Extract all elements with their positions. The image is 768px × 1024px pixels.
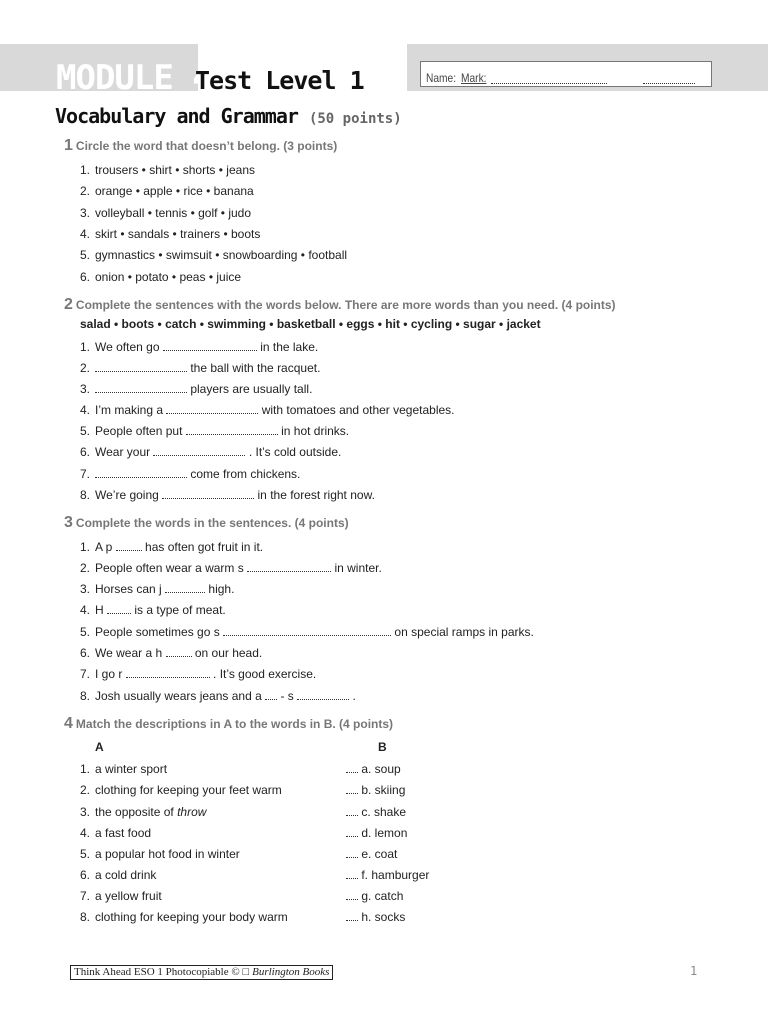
section-2-heading [64,296,616,314]
match-blank[interactable] [346,867,358,879]
list-item[interactable]: 1. trousers • shirt • shorts • jeans [80,163,255,177]
match-blank[interactable] [346,782,358,794]
match-item-a: 1. a winter sport [80,762,168,776]
list-item[interactable]: 6. onion • potato • peas • juice [80,270,242,284]
list-item: 6. Wear your . It’s cold outside. [80,445,342,459]
list-item: 6. We wear a h on our head. [80,646,263,660]
answer-blank[interactable] [116,539,142,551]
answer-blank[interactable] [153,444,245,456]
mark-field[interactable] [643,83,695,84]
list-item: 7. I go r . It’s good exercise. [80,667,317,681]
answer-blank[interactable] [95,466,187,478]
list-item: 3. players are usually tall. [80,382,313,396]
answer-blank[interactable] [166,645,192,657]
match-item-b: f. hamburger [346,867,429,883]
section-3-heading [64,514,349,532]
answer-blank[interactable] [166,402,258,414]
match-blank[interactable] [346,761,358,773]
column-a-header: A [95,740,104,754]
list-item[interactable]: 3. volleyball • tennis • golf • judo [80,206,252,220]
match-item-b: g. catch [346,888,403,904]
answer-blank[interactable] [186,423,278,435]
section-1-heading [64,137,337,155]
section-4-heading [64,715,393,733]
match-item-b: a. soup [346,761,401,777]
list-item: 4. I’m making a with tomatoes and other vegetables. [80,403,455,417]
match-item-b: e. coat [346,846,397,862]
list-item: 5. People often put in hot drinks. [80,424,350,438]
page-number: 1 [690,964,698,978]
answer-blank[interactable] [95,381,187,393]
heading-text: Vocabulary and Grammar [55,104,298,128]
match-item-a: 6. a cold drink [80,868,157,882]
copyright-text: Think Ahead ESO 1 Photocopiable © □ [74,966,250,978]
match-blank[interactable] [346,846,358,858]
word-bank: salad • boots • catch • swimming • basketball • eggs • hit • cycling • sugar • jacket [80,317,541,331]
heading-points: (50 points) [308,111,402,127]
match-item-b: d. lemon [346,825,407,841]
list-item: 8. We’re going in the forest right now. [80,488,375,502]
list-item: 2. the ball with the racquet. [80,361,321,375]
list-item: 1. A p has often got fruit in it. [80,540,264,554]
footer-copyright [70,965,333,980]
list-item: 3. Horses can j high. [80,582,235,596]
match-item-b: b. skiing [346,782,405,798]
section-instruction: Complete the words in the sentences. (4 points) [75,516,349,530]
publisher-name: Burlington Books [252,966,330,978]
section-number: 4 [64,715,73,732]
answer-blank[interactable] [247,560,331,572]
answer-blank[interactable] [95,360,187,372]
list-item[interactable]: 5. gymnastics • swimsuit • snowboarding • football [80,248,348,262]
column-b-header: B [378,740,387,754]
list-item: 2. People often wear a warm s in winter. [80,561,382,575]
match-item-a: 7. a yellow fruit [80,889,162,903]
page-heading [55,104,402,128]
match-blank[interactable] [346,909,358,921]
match-blank[interactable] [346,888,358,900]
answer-blank[interactable] [223,624,391,636]
list-item[interactable]: 4. skirt • sandals • trainers • boots [80,227,261,241]
answer-blank[interactable] [163,339,257,351]
section-number: 2 [64,296,73,313]
section-instruction: Circle the word that doesn’t belong. (3 points) [75,139,338,153]
answer-blank[interactable] [265,688,277,700]
list-item: 8. Josh usually wears jeans and a - s . [80,689,356,703]
answer-blank[interactable] [107,602,131,614]
mark-label: Mark: [461,71,487,85]
name-field[interactable] [491,83,607,84]
match-item-a: 4. a fast food [80,826,152,840]
section-number: 3 [64,514,73,531]
match-item-a: 3. the opposite of throw [80,805,207,819]
match-item-a: 2. clothing for keeping your feet warm [80,783,282,797]
match-item-b: c. shake [346,804,406,820]
match-blank[interactable] [346,825,358,837]
answer-blank[interactable] [165,581,205,593]
list-item: 1. We often go in the lake. [80,340,319,354]
answer-blank[interactable] [297,688,349,700]
module-title: MODULE 4 [56,58,212,98]
list-item: 7. come from chickens. [80,467,301,481]
test-level-title: Test Level 1 [195,66,364,95]
match-blank[interactable] [346,804,358,816]
match-item-a: 5. a popular hot food in winter [80,847,240,861]
list-item: 4. H is a type of meat. [80,603,226,617]
section-instruction: Match the descriptions in A to the words in B. (4 points) [75,717,394,731]
answer-blank[interactable] [162,487,254,499]
match-item-b: h. socks [346,909,405,925]
list-item: 5. People sometimes go s on special ramps in parks. [80,625,534,639]
section-number: 1 [64,137,73,154]
section-instruction: Complete the sentences with the words below. There are more words than you need. (4 points) [75,298,616,312]
name-label: Name: [426,71,457,85]
name-mark-box [420,61,712,87]
list-item[interactable]: 2. orange • apple • rice • banana [80,184,254,198]
match-item-a: 8. clothing for keeping your body warm [80,910,288,924]
answer-blank[interactable] [126,666,210,678]
